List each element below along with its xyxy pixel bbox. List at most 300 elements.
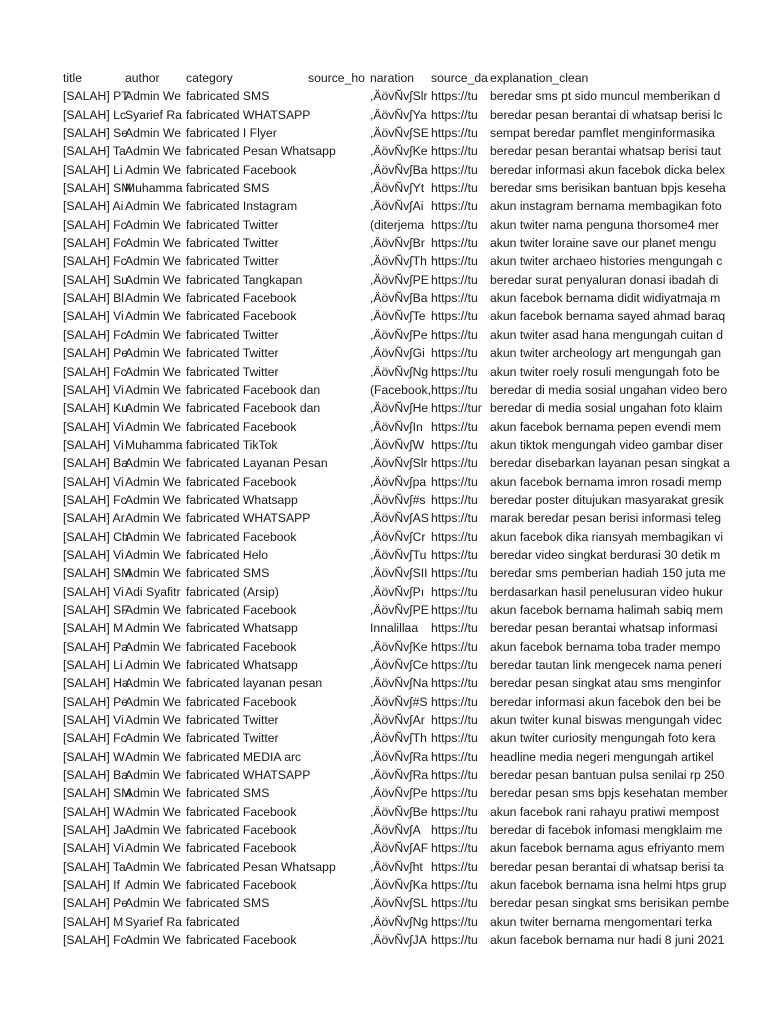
cell-author[interactable]: Admin We (125, 236, 181, 251)
cell-source-ho[interactable] (308, 931, 370, 949)
cell-naration[interactable]: ,ÄövÑv∫Ke (370, 144, 428, 159)
cell-source-ho[interactable] (308, 161, 370, 179)
cell-title[interactable]: [SALAH] Ch (63, 529, 129, 544)
cell-source-ho[interactable] (308, 124, 370, 142)
cell-source-da[interactable]: https://tu (431, 126, 478, 141)
cell-category[interactable]: fabricated SMS (186, 786, 270, 801)
cell-source-ho[interactable] (308, 252, 370, 270)
cell-naration[interactable]: ,ÄövÑv∫Pe (370, 786, 428, 801)
cell-source-ho[interactable] (308, 87, 370, 105)
cell-naration[interactable]: ,ÄövÑv∫PE (370, 272, 429, 287)
cell-title[interactable]: [SALAH] M (63, 621, 124, 636)
header-title[interactable]: title (63, 71, 82, 85)
cell-source-da[interactable]: https://tu (431, 547, 478, 562)
cell-source-da[interactable]: https://tu (431, 254, 478, 269)
cell-author[interactable]: Admin We (125, 529, 181, 544)
cell-source-ho[interactable] (308, 656, 370, 674)
cell-naration[interactable]: ,ÄövÑv∫AS (370, 511, 429, 526)
cell-category[interactable]: fabricated SMS (186, 896, 270, 911)
cell-author[interactable]: Admin We (125, 566, 181, 581)
cell-source-da[interactable]: https://tu (431, 217, 478, 232)
cell-category[interactable]: fabricated Facebook (186, 602, 297, 617)
cell-category[interactable]: fabricated Facebook (186, 419, 297, 434)
cell-title[interactable]: [SALAH] Fc (63, 327, 127, 342)
cell-explanation[interactable]: akun facebok bernama sayed ahmad baraq (490, 309, 726, 324)
cell-source-da[interactable]: https://tu (431, 382, 478, 397)
cell-category[interactable]: fabricated TikTok (186, 437, 278, 452)
cell-source-da[interactable]: https://tu (431, 144, 478, 159)
cell-naration[interactable]: ,ÄövÑv∫SII (370, 566, 428, 581)
cell-category[interactable]: fabricated Whatsapp (186, 658, 298, 672)
cell-category[interactable]: fabricated layanan pesan (186, 676, 323, 691)
cell-title[interactable]: [SALAH] Ja (63, 823, 126, 838)
cell-author[interactable]: Admin We (125, 786, 181, 801)
cell-explanation[interactable]: beredar disebarkan layanan pesan singkat a (490, 456, 730, 471)
cell-category[interactable]: fabricated Facebook (186, 291, 297, 306)
cell-naration[interactable]: ,ÄövÑv∫Yt (370, 181, 425, 196)
cell-explanation[interactable]: akun facebok rani rahayu pratiwi mempost (490, 804, 719, 819)
cell-explanation[interactable]: beredar pesan berantai di whatsap berisi ta (490, 859, 724, 874)
cell-explanation[interactable]: akun twiter bernama mengomentari terka (490, 914, 713, 929)
cell-naration[interactable]: ,ÄövÑv∫Br (370, 236, 425, 251)
cell-naration[interactable]: ,ÄövÑv∫#S (370, 694, 428, 709)
cell-explanation[interactable]: beredar pesan bantuan pulsa senilai rp 250 (490, 768, 725, 783)
cell-source-ho[interactable] (308, 913, 370, 931)
cell-explanation[interactable]: marak beredar pesan berisi informasi teleg (490, 511, 721, 526)
cell-naration[interactable]: ,ÄövÑv∫Ka (370, 878, 428, 893)
cell-title[interactable]: [SALAH] Fc (63, 254, 127, 269)
cell-source-ho[interactable] (308, 454, 370, 472)
cell-source-da[interactable]: https://tu (431, 529, 478, 544)
cell-source-ho[interactable] (308, 729, 370, 747)
cell-source-da[interactable]: https://tu (431, 291, 478, 306)
header-category[interactable]: category (186, 71, 233, 85)
cell-author[interactable]: Admin We (125, 841, 181, 856)
cell-source-ho[interactable] (308, 711, 370, 729)
cell-author[interactable]: Admin We (125, 144, 181, 159)
cell-source-da[interactable]: https://tu (431, 107, 478, 122)
cell-source-da[interactable]: https://tu (431, 896, 478, 911)
cell-author[interactable]: Admin We (125, 731, 181, 746)
cell-category[interactable]: fabricated Helo (186, 547, 268, 562)
cell-author[interactable]: Admin We (125, 749, 181, 764)
cell-category[interactable]: fabricated Facebook dan (186, 401, 321, 416)
cell-explanation[interactable]: akun facebok bernama pepen evendi mem (490, 419, 722, 434)
cell-explanation[interactable]: akun twiter archeology art mengungah gan (490, 346, 722, 361)
cell-author[interactable]: Admin We (125, 309, 181, 324)
cell-explanation[interactable]: beredar surat penyaluran donasi ibadah di (490, 272, 719, 287)
cell-source-ho[interactable] (308, 197, 370, 215)
cell-explanation[interactable]: beredar di media sosial ungahan video bero (490, 382, 728, 397)
cell-naration[interactable]: ,ÄövÑv∫SE (370, 126, 429, 141)
cell-source-ho[interactable] (308, 271, 370, 289)
cell-source-da[interactable]: https://tu (431, 768, 478, 783)
cell-title[interactable]: [SALAH] PT (63, 89, 129, 104)
cell-title[interactable]: [SALAH] M (63, 914, 124, 929)
cell-category[interactable]: fabricated Facebook (186, 841, 297, 856)
cell-title[interactable]: [SALAH] Se (63, 126, 129, 141)
cell-source-ho[interactable] (308, 766, 370, 784)
cell-author[interactable]: Admin We (125, 291, 181, 306)
cell-naration[interactable]: (diterjema (370, 217, 425, 232)
cell-title[interactable]: [SALAH] Vi (63, 309, 124, 324)
cell-explanation[interactable]: beredar sms berisikan bantuan bpjs keseha (490, 181, 726, 196)
cell-author[interactable]: Admin We (125, 694, 181, 709)
cell-source-ho[interactable] (308, 546, 370, 564)
cell-source-da[interactable]: https://tu (431, 914, 478, 929)
cell-source-ho[interactable] (308, 601, 370, 619)
cell-naration[interactable]: ,ÄövÑv∫In (370, 419, 423, 434)
cell-explanation[interactable]: beredar video singkat berdurasi 30 detik m (490, 547, 721, 562)
cell-title[interactable]: [SALAH] Vi (63, 713, 124, 728)
cell-category[interactable]: fabricated Twitter (186, 731, 279, 746)
cell-author[interactable]: Admin We (125, 456, 181, 471)
cell-author[interactable]: Muhamma (125, 181, 183, 196)
cell-category[interactable]: fabricated SMS (186, 89, 270, 104)
cell-title[interactable]: [SALAH] Ba (63, 456, 129, 471)
cell-source-da[interactable]: https://tu (431, 566, 478, 581)
cell-explanation[interactable]: akun twiter asad hana mengungah cuitan d (490, 327, 724, 342)
cell-author[interactable]: Adi Syafitr (125, 584, 181, 599)
cell-title[interactable]: [SALAH] Pa (63, 639, 129, 654)
cell-author[interactable]: Admin We (125, 272, 181, 287)
cell-source-ho[interactable] (308, 179, 370, 197)
cell-explanation[interactable]: beredar di media sosial ungahan foto klaim (490, 401, 723, 416)
cell-naration[interactable]: ,ÄövÑv∫ht (370, 859, 423, 874)
cell-explanation[interactable]: akun facebok dika riansyah membagikan vi (490, 529, 724, 544)
cell-explanation[interactable]: beredar tautan link mengecek nama peneri (490, 658, 722, 672)
cell-category[interactable]: fabricated Facebook (186, 933, 297, 948)
cell-author[interactable]: Admin We (125, 896, 181, 911)
cell-category[interactable]: fabricated Twitter (186, 217, 279, 232)
cell-explanation[interactable]: beredar sms pt sido muncul memberikan d (490, 89, 721, 104)
cell-source-ho[interactable] (308, 216, 370, 234)
cell-title[interactable]: [SALAH] Vi (63, 841, 124, 856)
cell-category[interactable]: fabricated I Flyer (186, 126, 277, 141)
cell-category[interactable]: fabricated Facebook (186, 309, 297, 324)
cell-title[interactable]: [SALAH] W (63, 804, 125, 819)
cell-naration[interactable]: ,ÄövÑv∫Ar (370, 713, 425, 728)
cell-author[interactable]: Syarief Ra (125, 914, 182, 929)
cell-title[interactable]: [SALAH] Ku (63, 401, 129, 416)
cell-title[interactable]: [SALAH] Fc (63, 492, 127, 507)
cell-naration[interactable]: ,ÄövÑv∫A (370, 823, 421, 838)
cell-naration[interactable]: ,ÄövÑv∫He (370, 401, 429, 416)
cell-title[interactable]: [SALAH] Fc (63, 364, 127, 379)
cell-source-da[interactable]: https://tu (431, 731, 478, 746)
cell-source-da[interactable]: https://tu (431, 346, 478, 361)
cell-explanation[interactable]: beredar pesan berantai whatsap berisi taut (490, 144, 722, 159)
cell-source-da[interactable]: https://tu (431, 309, 478, 324)
cell-source-ho[interactable] (308, 876, 370, 894)
cell-source-da[interactable]: https://tu (431, 841, 478, 856)
cell-explanation[interactable]: beredar poster ditujukan masyarakat gresik (490, 492, 724, 507)
cell-source-da[interactable]: https://tu (431, 272, 478, 287)
cell-source-da[interactable]: https://tu (431, 804, 478, 819)
cell-author[interactable]: Admin We (125, 547, 181, 562)
cell-naration[interactable]: ,ÄövÑv∫Pı (370, 584, 425, 599)
cell-naration[interactable]: ,ÄövÑv∫Ng (370, 364, 429, 379)
cell-naration[interactable]: ,ÄövÑv∫Cr (370, 529, 426, 544)
cell-category[interactable]: fabricated Facebook (186, 162, 297, 177)
cell-naration[interactable]: ,ÄövÑv∫AF (370, 841, 429, 856)
cell-source-ho[interactable] (308, 399, 370, 417)
cell-category[interactable]: fabricated Whatsapp (186, 621, 298, 636)
cell-category[interactable]: fabricated Twitter (186, 236, 279, 251)
cell-source-da[interactable]: https://tu (431, 584, 478, 599)
cell-explanation[interactable]: akun twiter archaeo histories mengungah c (490, 254, 723, 269)
cell-author[interactable]: Admin We (125, 658, 181, 672)
cell-category[interactable]: fabricated Facebook (186, 878, 297, 893)
cell-title[interactable]: [SALAH] SM (63, 786, 132, 801)
cell-source-ho[interactable] (308, 638, 370, 656)
cell-author[interactable]: Admin We (125, 768, 181, 783)
cell-title[interactable]: [SALAH] Vi (63, 474, 124, 489)
cell-naration[interactable]: ,ÄövÑv∫Pe (370, 327, 428, 342)
cell-source-da[interactable]: https://tu (431, 327, 478, 342)
cell-source-da[interactable]: https://tu (431, 456, 478, 471)
cell-source-da[interactable]: https://tu (431, 162, 478, 177)
cell-source-ho[interactable] (308, 619, 370, 637)
cell-title[interactable]: [SALAH] SM (63, 181, 132, 196)
cell-naration[interactable]: ,ÄövÑv∫Ba (370, 162, 428, 177)
cell-source-da[interactable]: https://tu (431, 89, 478, 104)
cell-explanation[interactable]: akun twiter nama penguna thorsome4 mer (490, 217, 719, 232)
cell-explanation[interactable]: akun facebok bernama toba trader mempo (490, 639, 721, 654)
cell-author[interactable]: Admin We (125, 804, 181, 819)
cell-author[interactable]: Admin We (125, 621, 181, 636)
cell-category[interactable]: fabricated (Arsip) (186, 584, 279, 599)
header-source-da[interactable]: source_da (431, 71, 488, 85)
cell-title[interactable]: [SALAH] SM (63, 566, 132, 581)
cell-explanation[interactable]: headline media negeri mengungah artikel (490, 749, 714, 764)
cell-title[interactable]: [SALAH] Ta (63, 144, 126, 159)
cell-source-ho[interactable] (308, 894, 370, 912)
cell-naration[interactable]: Innalillaa (370, 621, 419, 636)
cell-author[interactable]: Admin We (125, 492, 181, 507)
cell-title[interactable]: [SALAH] Bl (63, 291, 124, 306)
cell-source-ho[interactable] (308, 381, 370, 399)
cell-source-ho[interactable] (308, 784, 370, 802)
cell-title[interactable]: [SALAH] Fc (63, 236, 127, 251)
cell-explanation[interactable]: akun instagram bernama membagikan foto (490, 199, 722, 214)
cell-source-ho[interactable] (308, 509, 370, 527)
cell-category[interactable]: fabricated WHATSAPP (186, 107, 311, 122)
cell-source-ho[interactable] (308, 307, 370, 325)
cell-title[interactable]: [SALAH] Ar (63, 511, 125, 526)
cell-category[interactable]: fabricated Facebook (186, 639, 297, 654)
cell-author[interactable]: Admin We (125, 382, 181, 397)
cell-category[interactable]: fabricated SMS (186, 566, 270, 581)
cell-naration[interactable]: ,ÄövÑv∫Ya (370, 107, 427, 122)
cell-category[interactable]: fabricated Facebook (186, 694, 297, 709)
cell-source-ho[interactable] (308, 473, 370, 491)
cell-title[interactable]: [SALAH] Pe (63, 346, 129, 361)
cell-author[interactable]: Admin We (125, 602, 181, 617)
cell-source-da[interactable]: https://tu (431, 859, 478, 874)
cell-category[interactable]: fabricated (186, 914, 240, 929)
cell-title[interactable]: [SALAH] Su (63, 272, 129, 287)
cell-naration[interactable]: ,ÄövÑv∫Te (370, 309, 426, 324)
cell-source-da[interactable]: https://tu (431, 933, 478, 948)
cell-source-da[interactable]: https://tu (431, 639, 478, 654)
cell-source-ho[interactable] (308, 583, 370, 601)
cell-author[interactable]: Admin We (125, 823, 181, 838)
cell-category[interactable]: fabricated Twitter (186, 254, 279, 269)
cell-category[interactable]: fabricated Pesan Whatsapp (186, 144, 336, 159)
cell-source-ho[interactable] (308, 803, 370, 821)
cell-author[interactable]: Admin We (125, 713, 181, 728)
cell-title[interactable]: [SALAH] Ba (63, 768, 129, 783)
cell-source-da[interactable]: https://tu (431, 823, 478, 838)
cell-explanation[interactable]: berdasarkan hasil penelusuran video hukur (490, 584, 724, 599)
cell-source-ho[interactable] (308, 748, 370, 766)
cell-explanation[interactable]: beredar pesan berantai whatsap informasi (490, 621, 718, 636)
cell-explanation[interactable]: beredar pesan singkat sms berisikan pembe (490, 896, 730, 911)
cell-author[interactable]: Admin We (125, 474, 181, 489)
cell-naration[interactable]: ,ÄövÑv∫Ai (370, 199, 424, 214)
cell-title[interactable]: [SALAH] Fc (63, 217, 127, 232)
cell-explanation[interactable]: akun twiter curiosity mengungah foto kera (490, 731, 716, 746)
cell-explanation[interactable]: akun facebok bernama agus efriyanto mem (490, 841, 725, 856)
cell-title[interactable]: [SALAH] If (63, 878, 120, 893)
cell-category[interactable]: fabricated WHATSAPP (186, 511, 311, 526)
cell-explanation[interactable]: beredar pesan sms bpjs kesehatan member (490, 786, 728, 801)
cell-author[interactable]: Muhamma (125, 437, 183, 452)
cell-author[interactable]: Admin We (125, 254, 181, 269)
cell-author[interactable]: Admin We (125, 327, 181, 342)
cell-naration[interactable]: ,ÄövÑv∫W (370, 437, 425, 452)
cell-author[interactable]: Admin We (125, 89, 181, 104)
cell-title[interactable]: [SALAH] Fc (63, 933, 127, 948)
cell-naration[interactable]: ,ÄövÑv∫pa (370, 474, 427, 489)
cell-source-ho[interactable] (308, 106, 370, 124)
cell-author[interactable]: Admin We (125, 364, 181, 379)
cell-source-da[interactable]: https://tu (431, 492, 478, 507)
cell-title[interactable]: [SALAH] Vi (63, 419, 124, 434)
cell-source-ho[interactable] (308, 436, 370, 454)
cell-category[interactable]: fabricated Facebook (186, 474, 297, 489)
cell-explanation[interactable]: akun facebok bernama nur hadi 8 juni 2021 (490, 933, 725, 948)
header-source-ho[interactable]: source_ho (308, 71, 365, 85)
cell-source-da[interactable]: https://tur (431, 401, 482, 416)
cell-source-ho[interactable] (308, 418, 370, 436)
cell-source-ho[interactable] (308, 839, 370, 857)
cell-category[interactable]: fabricated Facebook dan (186, 382, 321, 397)
cell-source-ho[interactable] (308, 491, 370, 509)
cell-category[interactable]: fabricated Instagram (186, 199, 298, 214)
cell-category[interactable]: fabricated Pesan Whatsapp (186, 859, 336, 874)
cell-source-ho[interactable] (308, 234, 370, 252)
cell-naration[interactable]: ,ÄövÑv∫Tu (370, 547, 427, 562)
cell-source-ho[interactable] (308, 289, 370, 307)
cell-title[interactable]: [SALAH] W (63, 749, 125, 764)
cell-naration[interactable]: ,ÄövÑv∫Th (370, 254, 427, 269)
cell-source-da[interactable]: https://tu (431, 694, 478, 709)
cell-naration[interactable]: ,ÄövÑv∫Th (370, 731, 427, 746)
cell-naration[interactable]: ,ÄövÑv∫PE (370, 602, 429, 617)
cell-author[interactable]: Admin We (125, 162, 181, 177)
cell-naration[interactable]: ,ÄövÑv∫Ra (370, 768, 429, 783)
cell-source-da[interactable]: https://tu (431, 511, 478, 526)
cell-category[interactable]: fabricated Facebook (186, 823, 297, 838)
cell-source-da[interactable]: https://tu (431, 658, 478, 672)
cell-category[interactable]: fabricated Twitter (186, 327, 279, 342)
cell-title[interactable]: [SALAH] SF (63, 602, 129, 617)
cell-naration[interactable]: ,ÄövÑv∫Slr (370, 89, 428, 104)
cell-explanation[interactable]: akun twiter kunal biswas mengungah videc (490, 713, 722, 728)
cell-title[interactable]: [SALAH] Vi (63, 382, 124, 397)
cell-explanation[interactable]: akun tiktok mengungah video gambar diser (490, 437, 724, 452)
cell-naration[interactable]: ,ÄövÑv∫JA (370, 933, 427, 948)
cell-category[interactable]: fabricated Twitter (186, 713, 279, 728)
header-author[interactable]: author (125, 71, 160, 85)
cell-title[interactable]: [SALAH] Fc (63, 731, 127, 746)
cell-author[interactable]: Admin We (125, 859, 181, 874)
cell-author[interactable]: Admin We (125, 419, 181, 434)
cell-source-ho[interactable] (308, 142, 370, 160)
cell-explanation[interactable]: sempat beredar pamflet menginformasika (490, 126, 715, 141)
cell-title[interactable]: [SALAH] Pe (63, 694, 129, 709)
cell-title[interactable]: [SALAH] Li (63, 658, 123, 672)
cell-naration[interactable]: ,ÄövÑv∫Ba (370, 291, 428, 306)
cell-source-ho[interactable] (308, 858, 370, 876)
cell-author[interactable]: Admin We (125, 346, 181, 361)
cell-author[interactable]: Admin We (125, 933, 181, 948)
cell-category[interactable]: fabricated Tangkapan (186, 272, 303, 287)
cell-author[interactable]: Admin We (125, 878, 181, 893)
cell-explanation[interactable]: akun facebok bernama halimah sabiq mem (490, 602, 724, 617)
cell-title[interactable]: [SALAH] Vi (63, 547, 124, 562)
cell-title[interactable]: [SALAH] Lc (63, 107, 126, 122)
cell-naration[interactable]: ,ÄövÑv∫Ng (370, 914, 429, 929)
cell-source-ho[interactable] (308, 344, 370, 362)
cell-naration[interactable]: ,ÄövÑv∫Ra (370, 749, 429, 764)
cell-source-da[interactable]: https://tu (431, 236, 478, 251)
cell-title[interactable]: [SALAH] Ta (63, 859, 126, 874)
cell-title[interactable]: [SALAH] Ha (63, 676, 129, 691)
cell-source-da[interactable]: https://tu (431, 713, 478, 728)
cell-source-da[interactable]: https://tu (431, 364, 478, 379)
cell-title[interactable]: [SALAH] Vi (63, 584, 124, 599)
cell-title[interactable]: [SALAH] Vi (63, 437, 124, 452)
cell-author[interactable]: Admin We (125, 401, 181, 416)
cell-source-ho[interactable] (308, 363, 370, 381)
cell-explanation[interactable]: beredar sms pemberian hadiah 150 juta me (490, 566, 726, 581)
cell-author[interactable]: Admin We (125, 217, 181, 232)
cell-author[interactable]: Admin We (125, 676, 181, 691)
cell-source-da[interactable]: https://tu (431, 474, 478, 489)
cell-category[interactable]: fabricated Facebook (186, 804, 297, 819)
cell-naration[interactable]: ,ÄövÑv∫Ce (370, 658, 429, 672)
cell-source-ho[interactable] (308, 674, 370, 692)
cell-source-ho[interactable] (308, 326, 370, 344)
cell-explanation[interactable]: akun twiter loraine save our planet mengu (490, 236, 717, 251)
cell-source-da[interactable]: https://tu (431, 181, 478, 196)
cell-explanation[interactable]: beredar informasi akun facebok dicka belex (490, 162, 726, 177)
cell-title[interactable]: [SALAH] Ai (63, 199, 124, 214)
cell-source-ho[interactable] (308, 564, 370, 582)
cell-source-da[interactable]: https://tu (431, 437, 478, 452)
cell-title[interactable]: [SALAH] Li (63, 162, 123, 177)
cell-author[interactable]: Admin We (125, 511, 181, 526)
cell-explanation[interactable]: beredar pesan singkat atau sms menginfor (490, 676, 722, 691)
cell-explanation[interactable]: beredar informasi akun facebok den bei be (490, 694, 722, 709)
cell-naration[interactable]: (Facebook, (370, 382, 431, 397)
cell-category[interactable]: fabricated Twitter (186, 346, 279, 361)
header-naration[interactable]: naration (370, 71, 415, 85)
cell-source-ho[interactable] (308, 528, 370, 546)
